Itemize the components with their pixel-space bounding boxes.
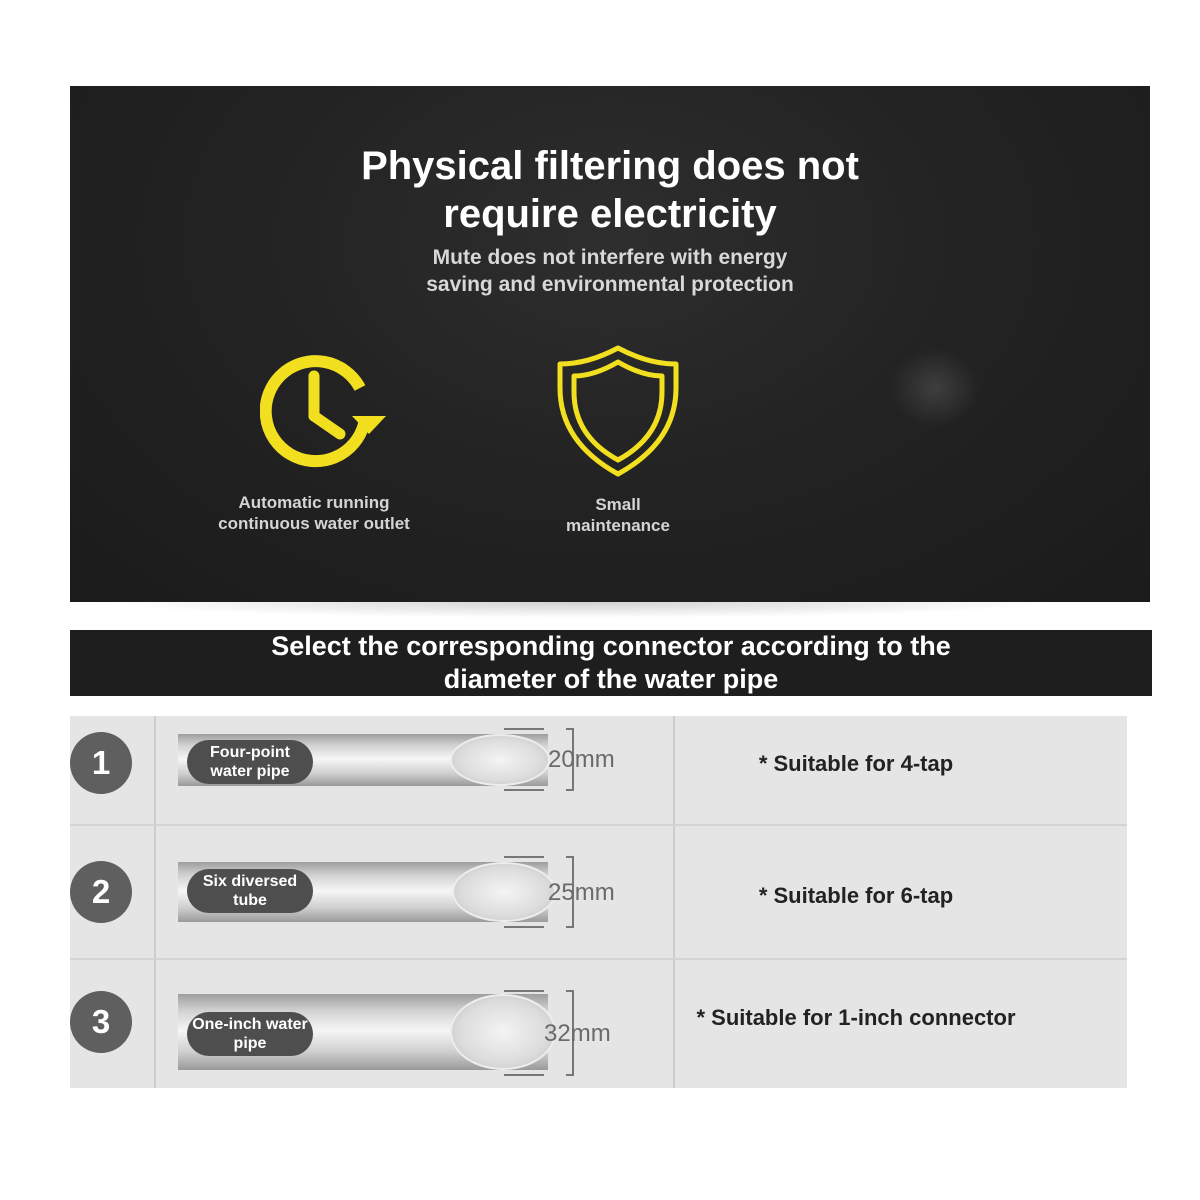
table-row (70, 826, 1127, 958)
pipe-opening (450, 994, 556, 1070)
section-heading-band (70, 630, 1152, 696)
dimension-tick (504, 856, 544, 858)
feature-label-automatic: Automatic running continuous water outlet (218, 493, 410, 533)
hero-banner (70, 86, 1150, 602)
hero-shadow (100, 602, 1060, 618)
suitability-text: * Suitable for 4-tap (758, 751, 954, 776)
pipe-label-pill: Four-point water pipe (187, 740, 313, 784)
hero-subtitle: Mute does not interfere with energy saving and environmental protection (426, 246, 794, 296)
pipe-opening (452, 862, 556, 922)
decorative-blur (890, 348, 980, 428)
dimension-tick (504, 990, 544, 992)
table-row (70, 716, 1127, 824)
pipe-diameter: 20mm (548, 746, 615, 773)
dimension-tick (504, 789, 544, 791)
row-number-badge: 2 (70, 861, 132, 923)
row-number-badge: 1 (70, 732, 132, 794)
suitability-text: * Suitable for 1-inch connector (696, 1005, 1016, 1030)
pipe-diameter: 25mm (548, 879, 615, 906)
dimension-tick (504, 926, 544, 928)
dimension-tick (504, 728, 544, 730)
pipe-label-pill: Six diversed tube (187, 869, 313, 913)
pipe-label-pill: One-inch water pipe (187, 1012, 313, 1056)
row-number-badge: 3 (70, 991, 132, 1053)
clock-refresh-icon (260, 352, 388, 470)
table-row (70, 960, 1127, 1088)
feature-label-maintenance: Small maintenance (566, 495, 670, 535)
suitability-text: * Suitable for 6-tap (758, 883, 954, 908)
pipe-size-table (70, 716, 1127, 1088)
section-heading: Select the corresponding connector according to the diameter of the water pipe (271, 631, 951, 694)
hero-title: Physical filtering does not require electricity (361, 144, 859, 236)
pipe-opening (450, 734, 550, 786)
shield-icon (556, 344, 680, 478)
pipe-diameter: 32mm (544, 1020, 611, 1047)
dimension-tick (504, 1074, 544, 1076)
